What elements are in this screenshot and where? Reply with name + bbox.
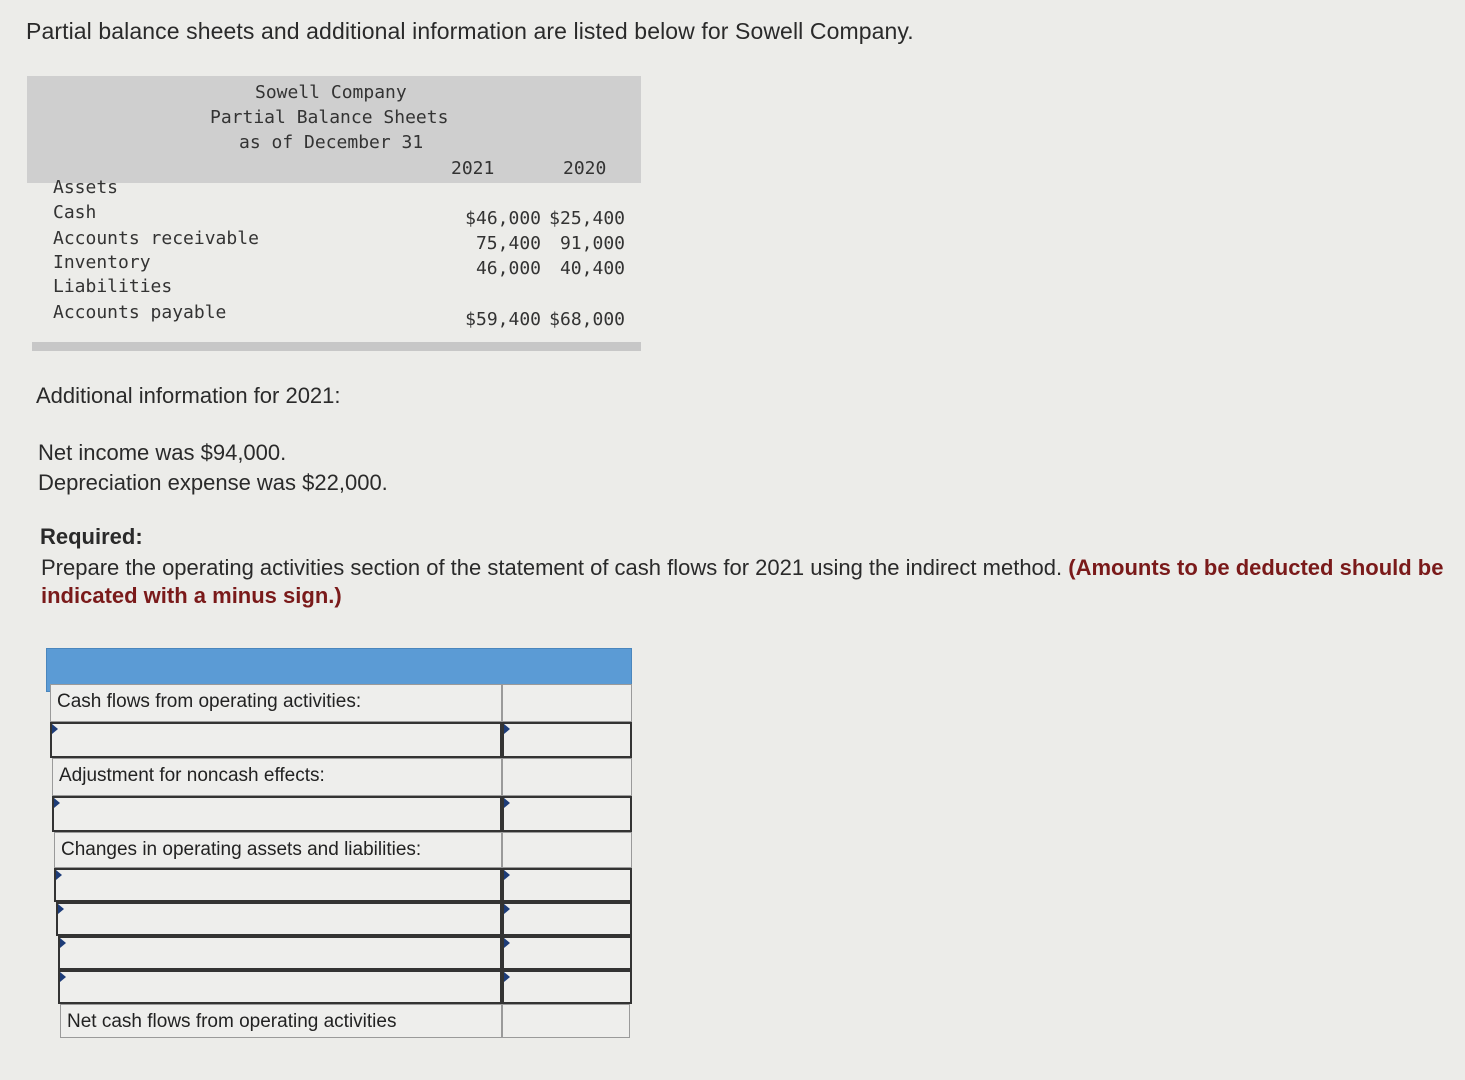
- row-label: Accounts payable: [53, 302, 227, 323]
- operating-activities-worksheet: [46, 648, 632, 1040]
- adjustment-label-amount-cell: [502, 758, 632, 796]
- balance-row: [53, 175, 639, 200]
- changes-item-field-4[interactable]: [60, 972, 500, 1002]
- value-2021: $59,400: [465, 309, 541, 330]
- adjustment-amount-input[interactable]: [502, 796, 632, 832]
- adjustment-amount-field[interactable]: [504, 798, 630, 830]
- cash-flows-label: Cash flows from operating activities:: [50, 684, 502, 722]
- dropdown-flag-icon: [60, 938, 66, 948]
- intro-text: Partial balance sheets and additional information are listed below for Sowell Company.: [26, 18, 914, 44]
- value-2020: $25,400: [549, 208, 625, 229]
- statement-date: as of December 31: [239, 132, 424, 153]
- year-2020-header: 2020: [563, 158, 607, 179]
- balance-sheet-footer-bar: [32, 342, 641, 351]
- year-2021-header: 2021: [451, 158, 495, 179]
- changes-amount-input-1[interactable]: [502, 868, 632, 902]
- changes-label: Changes in operating assets and liabilities:: [54, 832, 502, 868]
- dropdown-flag-icon: [60, 972, 66, 982]
- row-label: Accounts receivable: [53, 228, 259, 249]
- dropdown-flag-icon: [52, 724, 58, 734]
- adjustment-item-field[interactable]: [54, 798, 500, 830]
- changes-amount-field-4[interactable]: [504, 972, 630, 1002]
- dropdown-flag-icon: [54, 798, 60, 808]
- balance-row-values: [53, 307, 639, 332]
- dropdown-flag-icon: [504, 972, 510, 982]
- adjustment-label: Adjustment for noncash effects:: [52, 758, 502, 796]
- required-instruction: Prepare the operating activities section of the statement of cash flows for 2021 using the indirect method.: [41, 555, 1063, 580]
- row-label: Inventory: [53, 252, 151, 273]
- balance-row: [53, 274, 639, 299]
- changes-item-field-1[interactable]: [56, 870, 500, 900]
- cash-flows-label-amount-cell: [502, 684, 632, 722]
- dropdown-flag-icon: [504, 870, 510, 880]
- value-2021: 75,400: [475, 233, 541, 254]
- dropdown-flag-icon: [504, 798, 510, 808]
- dropdown-flag-icon: [58, 904, 64, 914]
- changes-item-input-4[interactable]: [58, 970, 502, 1004]
- value-2020: $68,000: [549, 309, 625, 330]
- dropdown-flag-icon: [56, 870, 62, 880]
- changes-item-input-3[interactable]: [58, 936, 502, 970]
- changes-amount-input-4[interactable]: [502, 970, 632, 1004]
- value-2021: 46,000: [475, 258, 541, 279]
- cash-flows-amount-input[interactable]: [502, 722, 632, 758]
- changes-item-input-2[interactable]: [56, 902, 502, 936]
- required-note: (Amounts to be deducted should be indicated with a minus sign.): [41, 555, 1444, 608]
- cash-flows-amount-field[interactable]: [504, 724, 630, 756]
- required-text: [41, 554, 1461, 610]
- changes-amount-input-2[interactable]: [502, 902, 632, 936]
- changes-item-field-3[interactable]: [60, 938, 500, 968]
- balance-sheet: [27, 76, 641, 352]
- cash-flows-item-input[interactable]: [50, 722, 502, 758]
- changes-amount-input-3[interactable]: [502, 936, 632, 970]
- value-2020: 40,400: [559, 258, 625, 279]
- net-income-text: Net income was $94,000.: [38, 440, 287, 465]
- adjustment-item-input[interactable]: [52, 796, 502, 832]
- depreciation-text: Depreciation expense was $22,000.: [38, 470, 388, 495]
- additional-info-title: Additional information for 2021:: [36, 383, 341, 408]
- changes-label-amount-cell: [502, 832, 632, 868]
- row-label: Liabilities: [53, 276, 173, 297]
- statement-title: Partial Balance Sheets: [210, 107, 449, 128]
- dropdown-flag-icon: [504, 724, 510, 734]
- changes-item-field-2[interactable]: [58, 904, 500, 934]
- cash-flows-item-field[interactable]: [52, 724, 500, 756]
- required-title: Required:: [40, 524, 143, 549]
- value-2020: 91,000: [559, 233, 625, 254]
- changes-item-input-1[interactable]: [54, 868, 502, 902]
- changes-amount-field-2[interactable]: [504, 904, 630, 934]
- net-cash-flows-label: Net cash flows from operating activities: [60, 1004, 502, 1038]
- changes-amount-field-1[interactable]: [504, 870, 630, 900]
- row-label: Cash: [53, 202, 97, 223]
- value-2021: $46,000: [465, 208, 541, 229]
- changes-amount-field-3[interactable]: [504, 938, 630, 968]
- dropdown-flag-icon: [504, 938, 510, 948]
- net-cash-flows-amount-cell[interactable]: [502, 1004, 630, 1038]
- row-label: Assets: [53, 177, 119, 198]
- company-name: Sowell Company: [255, 82, 407, 103]
- balance-sheet-header: [27, 76, 641, 183]
- dropdown-flag-icon: [504, 904, 510, 914]
